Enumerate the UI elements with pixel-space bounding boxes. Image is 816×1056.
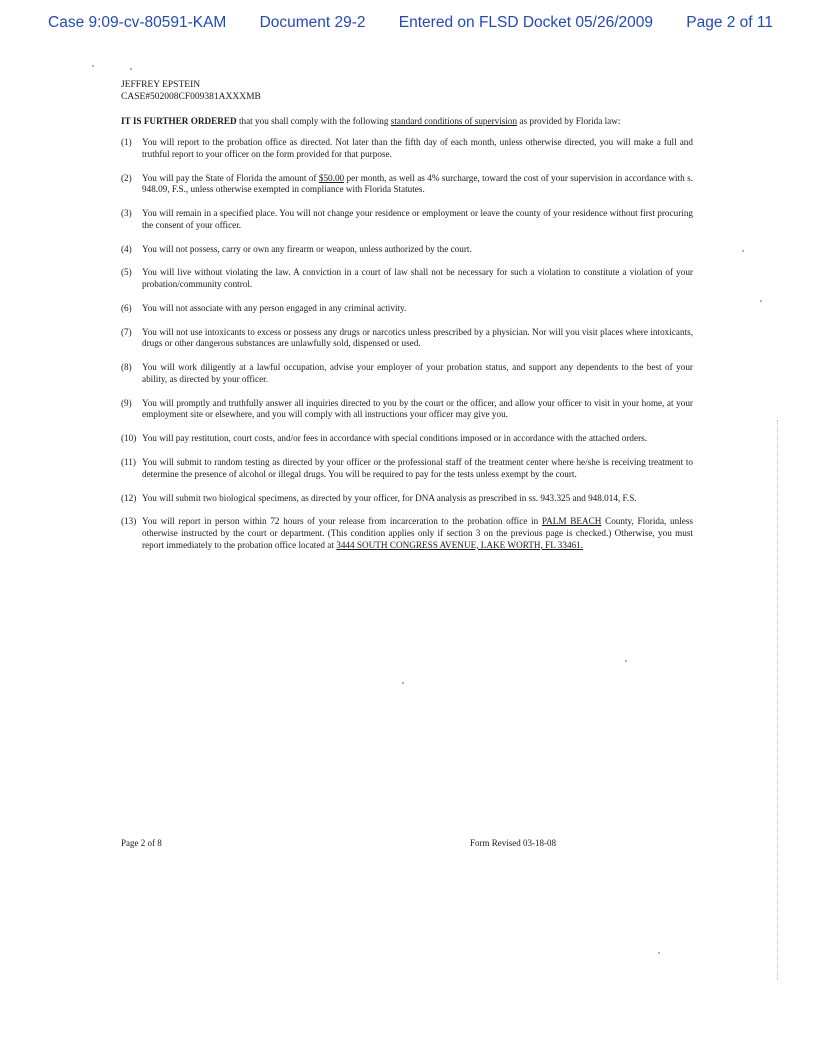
condition-text-part: You will report to the probation office as directed. Not later than the fifth day of each month, unless otherwise directed, you will make a full and truthful report to your officer on the form provided for that purpose. (142, 136, 693, 159)
condition-text (142, 516, 693, 551)
defendant-name: JEFFREY EPSTEIN (121, 80, 201, 90)
condition-number: (11) (121, 456, 136, 467)
footer-page-label: Page 2 of 8 (121, 838, 162, 848)
condition-item (121, 457, 693, 481)
order-lead: IT IS FURTHER ORDERED (121, 115, 237, 126)
condition-item (121, 398, 693, 422)
condition-number: (10) (121, 433, 137, 444)
page-indicator: Page 2 of 11 (686, 14, 773, 31)
condition-number: (5) (121, 267, 132, 278)
condition-number: (12) (121, 492, 137, 503)
court-header (48, 14, 773, 32)
condition-text (142, 327, 693, 351)
condition-text-part: You will submit two biological specimens, as directed by your officer, for DNA analysis as prescribed in ss. 943.325 and 948.014, F.S. (142, 492, 637, 503)
condition-item (121, 244, 693, 256)
condition-item (121, 137, 693, 161)
condition-text (142, 244, 693, 256)
scan-speck (402, 682, 404, 684)
condition-text (142, 303, 693, 315)
scan-speck (658, 952, 660, 954)
condition-text-part: You will work diligently at a lawful occupation, advise your employer of your probation status, and support any dependents to the best of your ability, as directed by your officer. (142, 362, 693, 384)
condition-item (121, 327, 693, 351)
condition-text (142, 457, 693, 481)
scan-speck (625, 660, 627, 662)
condition-text (142, 267, 693, 291)
condition-number: (2) (121, 172, 132, 183)
condition-item (121, 267, 693, 291)
scan-margin-line (776, 420, 778, 980)
condition-number: (1) (121, 136, 132, 147)
condition-text-part: You will live without violating the law. A conviction in a court of law shall not be necessary for such a violation to constitute a violation of your probation/community control. (142, 267, 693, 290)
case-number: Case 9:09-cv-80591-KAM (48, 14, 227, 31)
condition-text-part: You will pay the State of Florida the amount of (142, 172, 319, 183)
intro-text-1: that you shall comply with the following (236, 115, 391, 126)
docket-entry: Entered on FLSD Docket 05/26/2009 (398, 14, 653, 31)
condition-text-part: You will not associate with any person engaged in any criminal activity. (142, 302, 407, 313)
condition-text-part: per month, as well as 4% surcharge, toward the cost of your supervision in accordance with s. 948.09, F.S., unless otherwise exempted in compliance with Florida Statutes. (142, 172, 693, 195)
condition-number: (8) (121, 362, 132, 373)
condition-text-part: You will not use intoxicants to excess or possess any drugs or narcotics unless prescribed by a physician. Nor will you visit places where intoxicants, drugs or other dangerous substances are unlawfully sold, dispensed or used. (142, 326, 693, 349)
case-caption (121, 80, 693, 104)
footer-form-revised: Form Revised 03-18-08 (470, 838, 556, 848)
intro-underlined: standard conditions of supervision (390, 115, 518, 126)
condition-text (142, 208, 693, 232)
order-intro (121, 116, 693, 127)
condition-number: (4) (121, 243, 132, 254)
scan-speck (760, 300, 762, 302)
document-body (121, 80, 693, 564)
scan-speck (742, 250, 744, 252)
condition-underlined-text: PALM BEACH (541, 516, 602, 527)
condition-item (121, 303, 693, 315)
condition-item (121, 433, 693, 445)
condition-underlined-text: 3444 SOUTH CONGRESS AVENUE, LAKE WORTH, FL 33461. (336, 539, 584, 550)
condition-text (142, 433, 693, 445)
condition-text-part: You will pay restitution, court costs, and/or fees in accordance with special conditions imposed or in accordance with the attached orders. (142, 433, 647, 444)
condition-number: (7) (121, 326, 132, 337)
case-id: CASE#502008CF009381AXXXMB (121, 91, 261, 102)
condition-text (142, 398, 693, 422)
condition-number: (3) (121, 208, 132, 219)
condition-text (142, 137, 693, 161)
condition-item (121, 362, 693, 386)
condition-number: (6) (121, 302, 132, 313)
condition-text (142, 493, 693, 505)
condition-text-part: County, Florida, unless otherwise instructed by the court or department. (This condition applies only if section 3 on the previous page is checked.) Otherwise, you must report immediately to the probation office located at (142, 516, 693, 550)
condition-text-part: You will remain in a specified place. You will not change your residence or employment or leave the county of your residence without first procuring the consent of your officer. (142, 208, 693, 230)
condition-text-part: You will submit to random testing as directed by your officer or the professional staff of the treatment center where he/she is receiving treatment to determine the presence of alcohol or illegal drugs. You will be required to pay for the tests unless exempt by the court. (142, 456, 693, 479)
condition-text-part: You will not possess, carry or own any firearm or weapon, unless authorized by the court. (142, 243, 472, 254)
condition-underlined-text: $50.00 (318, 172, 345, 183)
condition-item (121, 516, 693, 551)
condition-text-part: You will report in person within 72 hours of your release from incarceration to the probation office in (142, 516, 542, 527)
intro-text-2: as provided by Florida law: (517, 115, 621, 126)
condition-number: (13) (121, 516, 137, 527)
condition-item (121, 493, 693, 505)
scan-speck (92, 65, 94, 67)
scan-speck (130, 68, 132, 70)
condition-text-part: You will promptly and truthfully answer all inquiries directed to you by the court or the officer, and allow your officer to visit in your home, at your employment site or elsewhere, and you will comply with all instructions your officer may give you. (142, 397, 693, 420)
condition-text (142, 362, 693, 386)
condition-text (142, 173, 693, 197)
conditions-list (121, 137, 693, 552)
document-number: Document 29-2 (259, 14, 366, 31)
condition-number: (9) (121, 397, 132, 408)
condition-item (121, 208, 693, 232)
condition-item (121, 173, 693, 197)
